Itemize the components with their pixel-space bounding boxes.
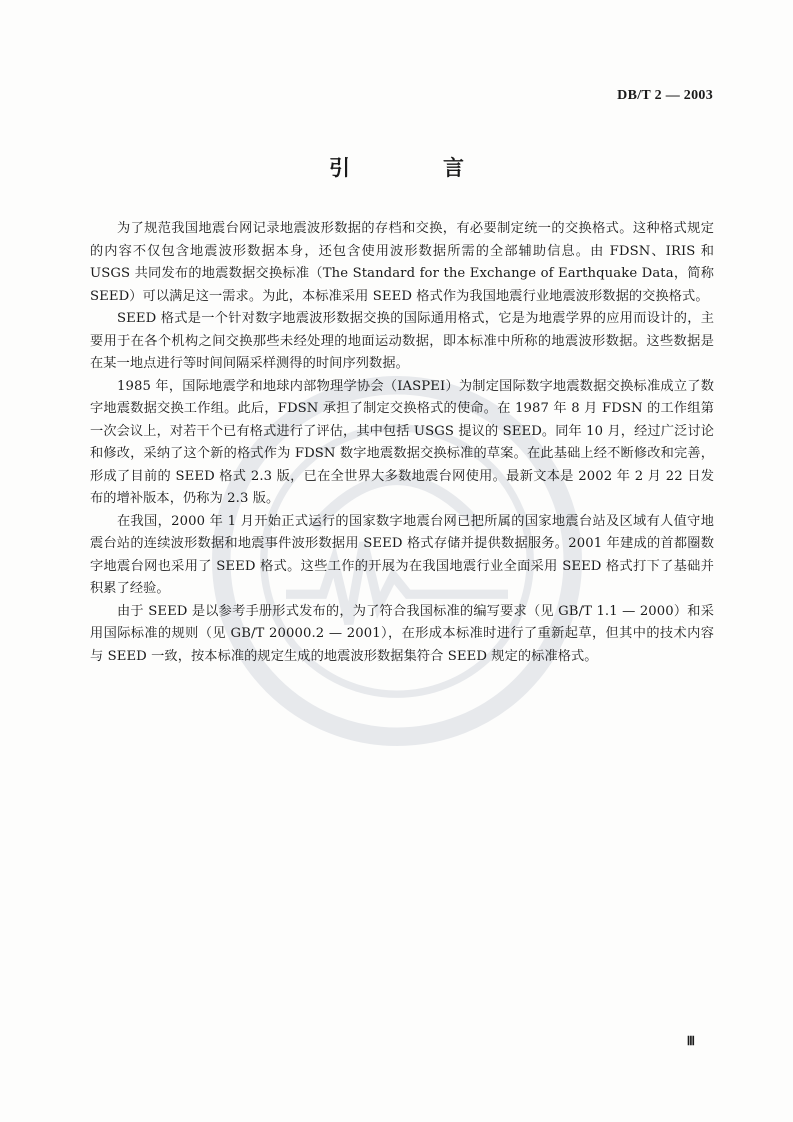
paragraph-drafting: 由于 SEED 是以参考手册形式发布的，为了符合我国标准的编写要求（见 GB/T 1.1 — 2000）和采用国际标准的规则（见 GB/T 20000.2 — 2001），在形成本标准时进行了重新起草，但其中的技术内容与 SEED 一致，按本标准的规定生成的地震波形数据集符合 SEED 规定的标准格式。 — [90, 603, 714, 664]
page-number: Ⅲ — [686, 1034, 695, 1048]
paragraph-seed-format: SEED 格式是一个针对数字地震波形数据交换的国际通用格式，它是为地震学界的应用而设计的，主要用于在各个机构之间交换那些未经处理的地面运动数据，即本标准中所称的地震波形数据。这些数据是在某一地点进行等时间间隔采样测得的时间序列数据。 — [90, 311, 714, 371]
paragraph-china-usage: 在我国，2000 年 1 月开始正式运行的国家数字地震台网已把所属的国家地震台站及区域有人值守地震台站的连续波形数据和地震事件波形数据用 SEED 格式存储并提供数据服务。2001 年建成的首都圈数字地震台网也采用了 SEED 格式。这些工作的开展为在我国地震行业全面采用 SEED 格式打下了基础并积累了经验。 — [90, 513, 714, 596]
paragraph-history: 1985 年，国际地震学和地球内部物理学协会（IASPEI）为制定国际数字地震数据交换标准成立了数字地震数据交换工作组。此后，FDSN 承担了制定交换格式的使命。在 1987 年 8 月 FDSN 的工作组第一次会议上，对若干个已有格式进行了评估，其中包括 USGS 提议的 SEED。同年 10 月，经过广泛讨论和修改，采纳了这个新的格式作为 FDSN 数字地震数据交换标准的草案。在此基础上经不断修改和完善，形成了目前的 SEED 格式 2.3 版，已在全世界大多数地震台网使用。最新文本是 2002 年 2 月 22 日发布的增补版本，仍称为 2.3 版。 — [90, 378, 714, 506]
paragraph-purpose: 为了规范我国地震台网记录地震波形数据的存档和交换，有必要制定统一的交换格式。这种格式规定的内容不仅包含地震波形数据本身，还包含使用波形数据所需的全部辅助信息。由 FDSN、IRIS 和 USGS 共同发布的地震数据交换标准（The Standard for the Exchange of Earthquake Data，简称 SEED）可以满足这一需求。为此，本标准采用 SEED 格式作为我国地震行业地震波形数据的交换格式。 — [90, 221, 714, 304]
body-text — [90, 218, 714, 668]
page-title: 引 言 — [329, 156, 500, 180]
standard-code: DB/T 2 — 2003 — [617, 88, 713, 103]
